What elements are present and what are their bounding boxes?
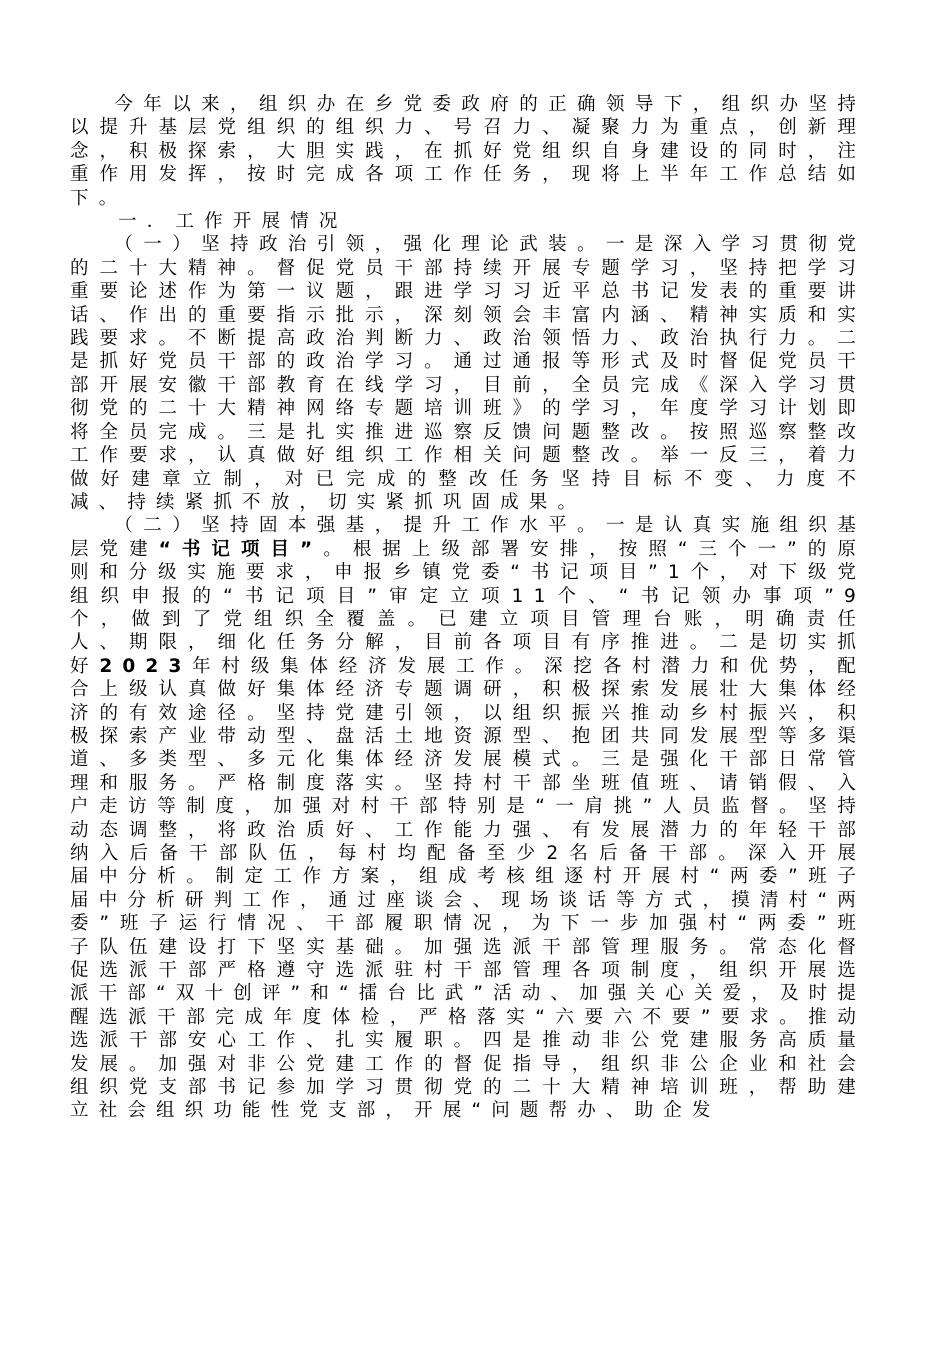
foundation-paragraph <box>70 514 866 1123</box>
secretary-project-bold: “书记项目” <box>158 538 323 560</box>
section-heading: 一．工作开展情况 <box>118 211 348 233</box>
political-guidance-paragraph: （一）坚持政治引领，强化理论武装。一是深入学习贯彻党的二十大精神。督促党员干部持续开展专题学习，坚持把学习重要论述作为第一议题，跟进学习习近平总书记发表的重要讲话、作出的重要指示批示，深刻领会丰富内涵、精神实质和实践要求。不断提高政治判断力、政治领悟力、政治执行力。二是抓好党员干部的政治学习。通过通报等形式及时督促党员干部开展安徽干部教育在线学习，目前，全员完成《深入学习贯彻党的二十大精神网络专题培训班》的学习，年度学习计划即将全员完成。三是扎实推进巡察反馈问题整改。按照巡察整改工作要求，认真做好组织工作相关问题整改。举一反三，着力做好建章立制，对已完成的整改任务坚持目标不变、力度不减、持续紧抓不放，切实紧抓巩固成果。 <box>70 234 866 513</box>
year-bold: 2023 <box>99 655 192 677</box>
foundation-text-part5: 年村级集体经济发展工作。深挖各村潜力和优势，配合上级认真做好集体经济专题调研，积极探索发展壮大集体经济的有效途径。坚持党建引领，以组织振兴推动乡村振兴，积极探索产业带动型、盘活土地资源型、抱团共同发展型等多渠道、多类型、多元化集体经济发展模式。三是强化干部日常管理和服务。严格制度落实。坚持村干部坐班值班、请销假、入户走访等制度，加强对村干部特别是“一肩挑”人员监督。坚持动态调整，将政治质好、工作能力强、有发展潜力的年轻干部纳入后备干部队伍，每村均配备至少2名后备干部。深入开展届中分析。制定工作方案，组成考核组逐村开展村“两委”班子届中分析研判工作，通过座谈会、现场谈话等方式，摸清村“两委”班子运行情况、干部履职情况，为下一步加强村“两委”班子队伍建设打下坚实基础。加强选派干部管理服务。常态化督促选派干部严格遵守选派驻村干部管理各项制度，组织开展选派干部“双十创评”和“擂台比武”活动、加强关心关爱，及时提醒选派干部完成年度体检，严格落实“六要六不要”要求。推动选派干部安心工作、扎实履职。四是推动非公党建服务高质量发展。加强对非公党建工作的督促指导，组织非公企业和社会组织党支部书记参加学习贯彻党的二十大精神培训班，帮助建立社会组织功能性党支部，开展“问题帮办、助企发 <box>70 655 866 1122</box>
foundation-text-part3: 。根据上级部署安排，按照“三个一”的原则和分级实施要求，申报乡镇党委“书记项目”1个，对下级党组织申报的“书记项目”审定立项11个、“书记领办事项”9个，做到了党组织全覆盖。已建立项目管理台账，明确责任人、期限，细化任务分解，目前各项目有序推进。二是切实抓好 <box>70 538 867 677</box>
foundation-text-part1: （二）坚持固本强基，提升工作水平。一是认真实施组织基层党建 <box>70 515 866 560</box>
intro-paragraph: 今年以来，组织办在乡党委政府的正确领导下，组织办坚持以提升基层党组织的组织力、号召力、凝聚力为重点，创新理念，积极探索，大胆实践，在抓好党组织自身建设的同时，注重作用发挥，按时完成各项工作任务，现将上半年工作总结如下。 <box>70 94 866 209</box>
document-page <box>70 93 866 1123</box>
